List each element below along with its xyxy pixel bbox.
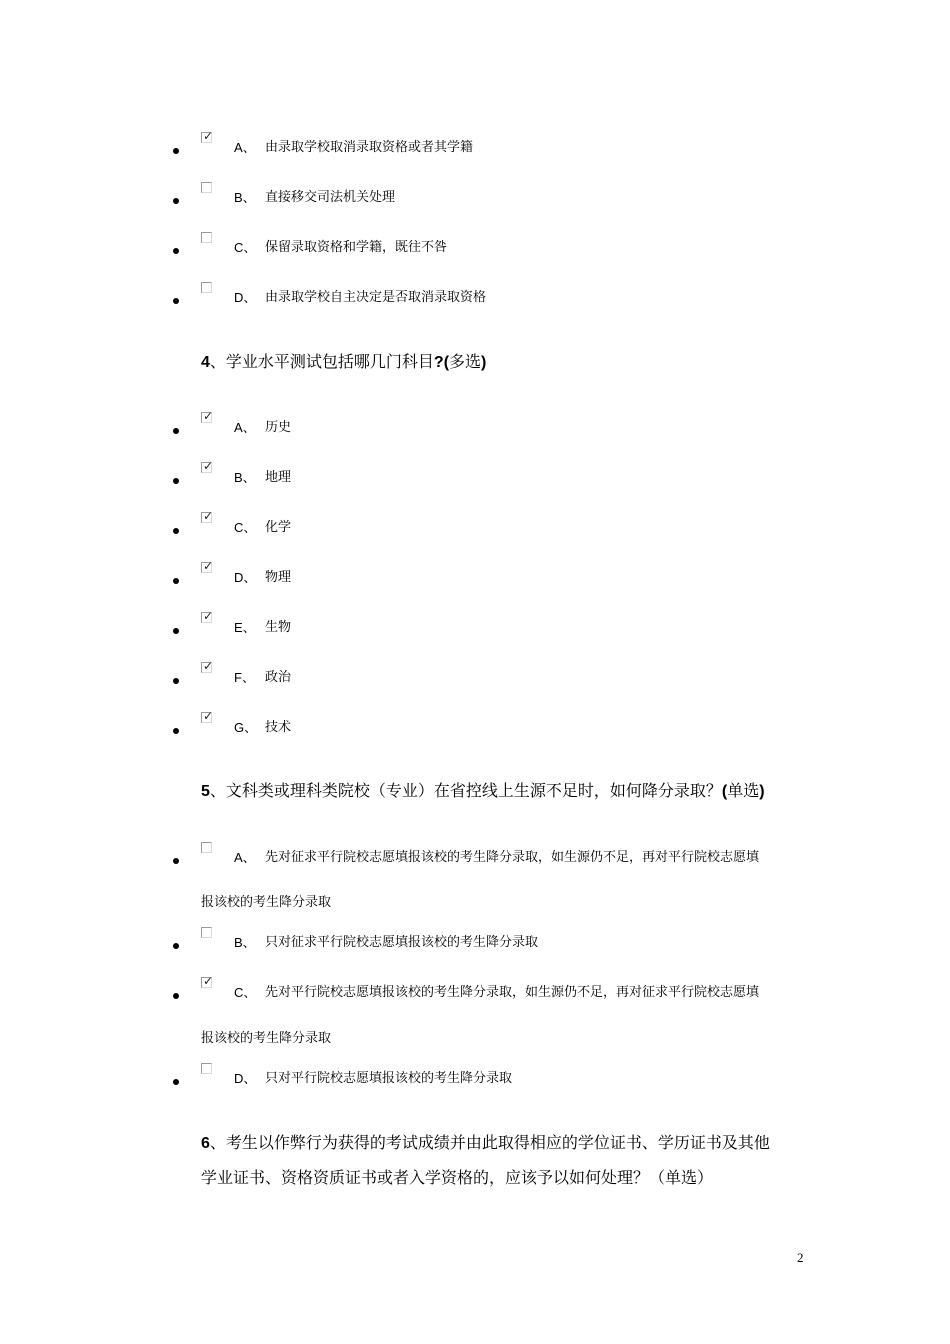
check-icon: ✓	[203, 129, 214, 143]
checkbox-checked[interactable]	[201, 129, 214, 143]
question-5-title	[201, 781, 765, 802]
option-text: 先对征求平行院校志愿填报该校的考生降分录取，如生源仍不足，再对平行院校志愿填	[265, 850, 760, 865]
q5-option-a[interactable]	[0, 850, 950, 874]
bullet	[173, 248, 179, 254]
question-6-title	[201, 1133, 770, 1154]
checkbox-checked[interactable]	[201, 609, 214, 623]
check-icon: ✓	[203, 459, 214, 473]
checkbox-checked[interactable]	[201, 709, 214, 723]
bullet	[173, 148, 179, 154]
option-letter: D、	[234, 1071, 257, 1086]
option-letter: C、	[234, 520, 257, 535]
option-letter: A、	[234, 850, 256, 865]
checkbox[interactable]	[201, 1063, 212, 1074]
q4-option-a[interactable]	[0, 409, 950, 444]
question-type: 单选	[727, 781, 760, 800]
option-letter: B、	[234, 935, 256, 950]
question-number: 4	[201, 354, 210, 371]
option-letter: D、	[234, 290, 257, 305]
question-type: 多选	[449, 352, 482, 371]
question-4-title	[201, 352, 486, 373]
option-text: 生物	[265, 620, 292, 635]
bullet	[173, 528, 179, 534]
option-letter: B、	[234, 190, 256, 205]
option-text: 只对平行院校志愿填报该校的考生降分录取	[265, 1071, 513, 1086]
bullet	[173, 678, 179, 684]
checkbox-checked[interactable]	[201, 409, 214, 423]
q4-option-f[interactable]	[0, 659, 950, 694]
q4-option-d[interactable]	[0, 559, 950, 594]
q3-option-c[interactable]	[0, 240, 950, 264]
option-letter: E、	[234, 620, 256, 635]
checkbox[interactable]	[201, 282, 212, 293]
bullet	[173, 858, 179, 864]
question-punct-close: )	[481, 354, 487, 371]
check-icon: ✓	[203, 409, 214, 423]
option-letter: B、	[234, 470, 256, 485]
option-text: 由录取学校自主决定是否取消录取资格	[265, 290, 487, 305]
bullet	[173, 198, 179, 204]
check-icon: ✓	[203, 709, 214, 723]
bullet	[173, 628, 179, 634]
checkbox-checked[interactable]	[201, 459, 214, 473]
question-text: 、考生以作弊行为获得的考试成绩并由此取得相应的学位证书、学历证书及其他	[209, 1133, 770, 1152]
q4-option-e[interactable]	[0, 609, 950, 644]
q3-option-d[interactable]	[0, 290, 950, 314]
option-text: 技术	[265, 720, 292, 735]
q4-option-c[interactable]	[0, 509, 950, 544]
option-letter: C、	[234, 240, 257, 255]
question-text: 学业证书、资格资质证书或者入学资格的，应该予以如何处理？（单选）	[201, 1168, 714, 1187]
q5-option-c[interactable]	[0, 974, 950, 1009]
check-icon: ✓	[203, 659, 214, 673]
check-icon: ✓	[203, 609, 214, 623]
question-punct-close: )	[759, 783, 765, 800]
check-icon: ✓	[203, 974, 214, 988]
option-letter: A、	[234, 140, 256, 155]
option-text: 化学	[265, 520, 292, 535]
checkbox-checked[interactable]	[201, 509, 214, 523]
option-letter: C、	[234, 985, 257, 1000]
bullet	[173, 478, 179, 484]
bullet	[173, 578, 179, 584]
option-text-continued: 报该校的考生降分录取	[201, 1031, 332, 1046]
option-letter: F、	[234, 670, 255, 685]
checkbox-checked[interactable]	[201, 974, 214, 988]
question-number: 6	[201, 1135, 210, 1152]
option-letter: A、	[234, 420, 256, 435]
check-icon: ✓	[203, 559, 214, 573]
q5-option-b[interactable]	[0, 935, 950, 959]
question-text: 、文科类或理科类院校（专业）在省控线上生源不足时，如何降分录取？	[209, 781, 722, 800]
checkbox[interactable]	[201, 842, 212, 853]
bullet	[173, 943, 179, 949]
option-text: 直接移交司法机关处理	[265, 190, 396, 205]
option-text: 物理	[265, 570, 292, 585]
q3-option-a[interactable]	[0, 129, 950, 164]
question-text: 、学业水平测试包括哪几门科目	[209, 352, 434, 371]
q5-option-d[interactable]	[0, 1071, 950, 1095]
question-punct: (	[721, 783, 728, 800]
checkbox[interactable]	[201, 927, 212, 938]
question-6-title-line2	[201, 1168, 713, 1188]
option-text: 政治	[265, 670, 292, 685]
q4-option-g[interactable]	[0, 709, 950, 744]
q3-option-b[interactable]	[0, 190, 950, 214]
check-icon: ✓	[203, 509, 214, 523]
checkbox-checked[interactable]	[201, 559, 214, 573]
bullet	[173, 298, 179, 304]
bullet	[173, 1079, 179, 1085]
option-text: 地理	[265, 470, 292, 485]
option-text: 先对平行院校志愿填报该校的考生降分录取，如生源仍不足，再对征求平行院校志愿填	[265, 985, 760, 1000]
bullet	[173, 993, 179, 999]
bullet	[173, 728, 179, 734]
q4-option-b[interactable]	[0, 459, 950, 494]
option-text: 由录取学校取消录取资格或者其学籍	[265, 140, 474, 155]
option-text-continued: 报该校的考生降分录取	[201, 895, 332, 910]
question-punct: ?(	[433, 354, 450, 371]
checkbox-checked[interactable]	[201, 659, 214, 673]
page-number: 2	[797, 1250, 804, 1265]
option-text: 历史	[265, 420, 292, 435]
option-letter: D、	[234, 570, 257, 585]
option-letter: G、	[234, 720, 258, 735]
bullet	[173, 428, 179, 434]
checkbox[interactable]	[201, 232, 212, 243]
option-text: 保留录取资格和学籍，既往不咎	[265, 240, 448, 255]
option-text: 只对征求平行院校志愿填报该校的考生降分录取	[265, 935, 539, 950]
checkbox[interactable]	[201, 182, 212, 193]
question-number: 5	[201, 783, 210, 800]
